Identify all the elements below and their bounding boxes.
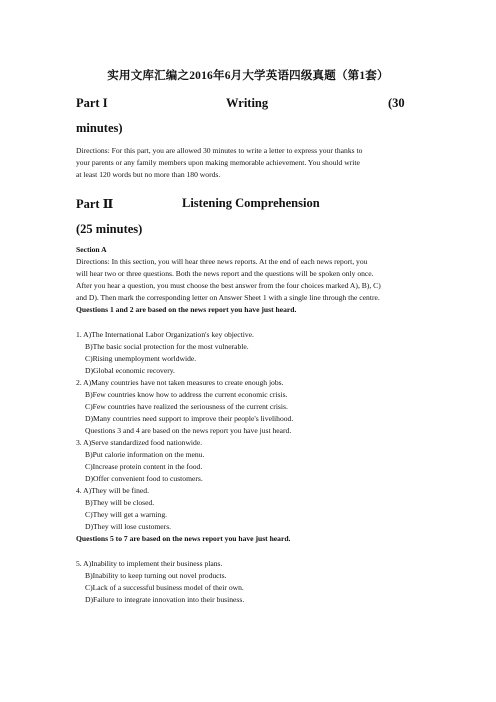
writing-directions-line: your parents or any family members upon making memorable achievement. You should write bbox=[76, 158, 360, 167]
question-option: C)Lack of a successful business model of their own. bbox=[85, 583, 244, 592]
part1-name: Writing bbox=[226, 96, 269, 110]
listening-directions-line: After you hear a question, you must choose the best answer from the four choices marked A), B), C) bbox=[76, 281, 381, 290]
question-option: C)Few countries have realized the seriousness of the current crisis. bbox=[85, 402, 288, 411]
listening-directions-line: will hear two or three questions. Both the news report and the questions will be spoken only once. bbox=[76, 269, 374, 278]
question-group-note: Questions 1 and 2 are based on the news report you have just heard. bbox=[76, 305, 297, 314]
question-option: B)Put calorie information on the menu. bbox=[85, 450, 205, 459]
question-option: D)They will lose customers. bbox=[85, 522, 172, 531]
part2-name: Listening Comprehension bbox=[182, 196, 320, 210]
question-option: B)Few countries know how to address the current economic crisis. bbox=[85, 390, 288, 399]
question-option: B)The basic social protection for the most vulnerable. bbox=[85, 342, 249, 351]
writing-directions-line: at least 120 words but no more than 180 words. bbox=[76, 170, 221, 179]
part1-time-close: minutes) bbox=[76, 121, 123, 135]
question-option: B)Inability to keep turning out novel products. bbox=[85, 571, 227, 580]
part2-time: (25 minutes) bbox=[76, 222, 143, 236]
document-title: 实用文库汇编之2016年6月大学英语四级真题（第1套） bbox=[107, 70, 389, 82]
listening-directions-line: Directions: In this section, you will hear three news reports. At the end of each news report, you bbox=[76, 257, 368, 266]
question-group-note: Questions 5 to 7 are based on the news report you have just heard. bbox=[76, 534, 291, 543]
listening-directions-line: and D). Then mark the corresponding letter on Answer Sheet 1 with a single line through the centre. bbox=[76, 293, 380, 302]
question-option: D)Global economic recovery. bbox=[85, 366, 175, 375]
question-option: 4. A)They will be fined. bbox=[76, 486, 149, 495]
question-option: D)Many countries need support to improve their people's livelihood. bbox=[85, 414, 294, 423]
question-option: C)Rising unemployment worldwide. bbox=[85, 354, 197, 363]
question-option: C)Increase protein content in the food. bbox=[85, 462, 203, 471]
question-option: 3. A)Serve standardized food nationwide. bbox=[76, 438, 203, 447]
question-option: D)Offer convenient food to customers. bbox=[85, 474, 203, 483]
question-option: 1. A)The International Labor Organization's key objective. bbox=[76, 330, 254, 339]
part1-label: Part I bbox=[76, 96, 108, 110]
question-group-note: Questions 3 and 4 are based on the news report you have just heard. bbox=[85, 426, 292, 435]
question-option: 2. A)Many countries have not taken measures to create enough jobs. bbox=[76, 378, 284, 387]
part2-label: Part Ⅱ bbox=[76, 197, 114, 211]
section-label: Section A bbox=[76, 245, 107, 254]
part1-time-open: (30 bbox=[388, 96, 405, 110]
question-option: B)They will be closed. bbox=[85, 498, 155, 507]
writing-directions-line: Directions: For this part, you are allowed 30 minutes to write a letter to express your thanks to bbox=[76, 146, 363, 155]
question-option: D)Failure to integrate innovation into their business. bbox=[85, 595, 245, 604]
question-option: 5. A)Inability to implement their business plans. bbox=[76, 559, 223, 568]
question-option: C)They will get a warning. bbox=[85, 510, 168, 519]
